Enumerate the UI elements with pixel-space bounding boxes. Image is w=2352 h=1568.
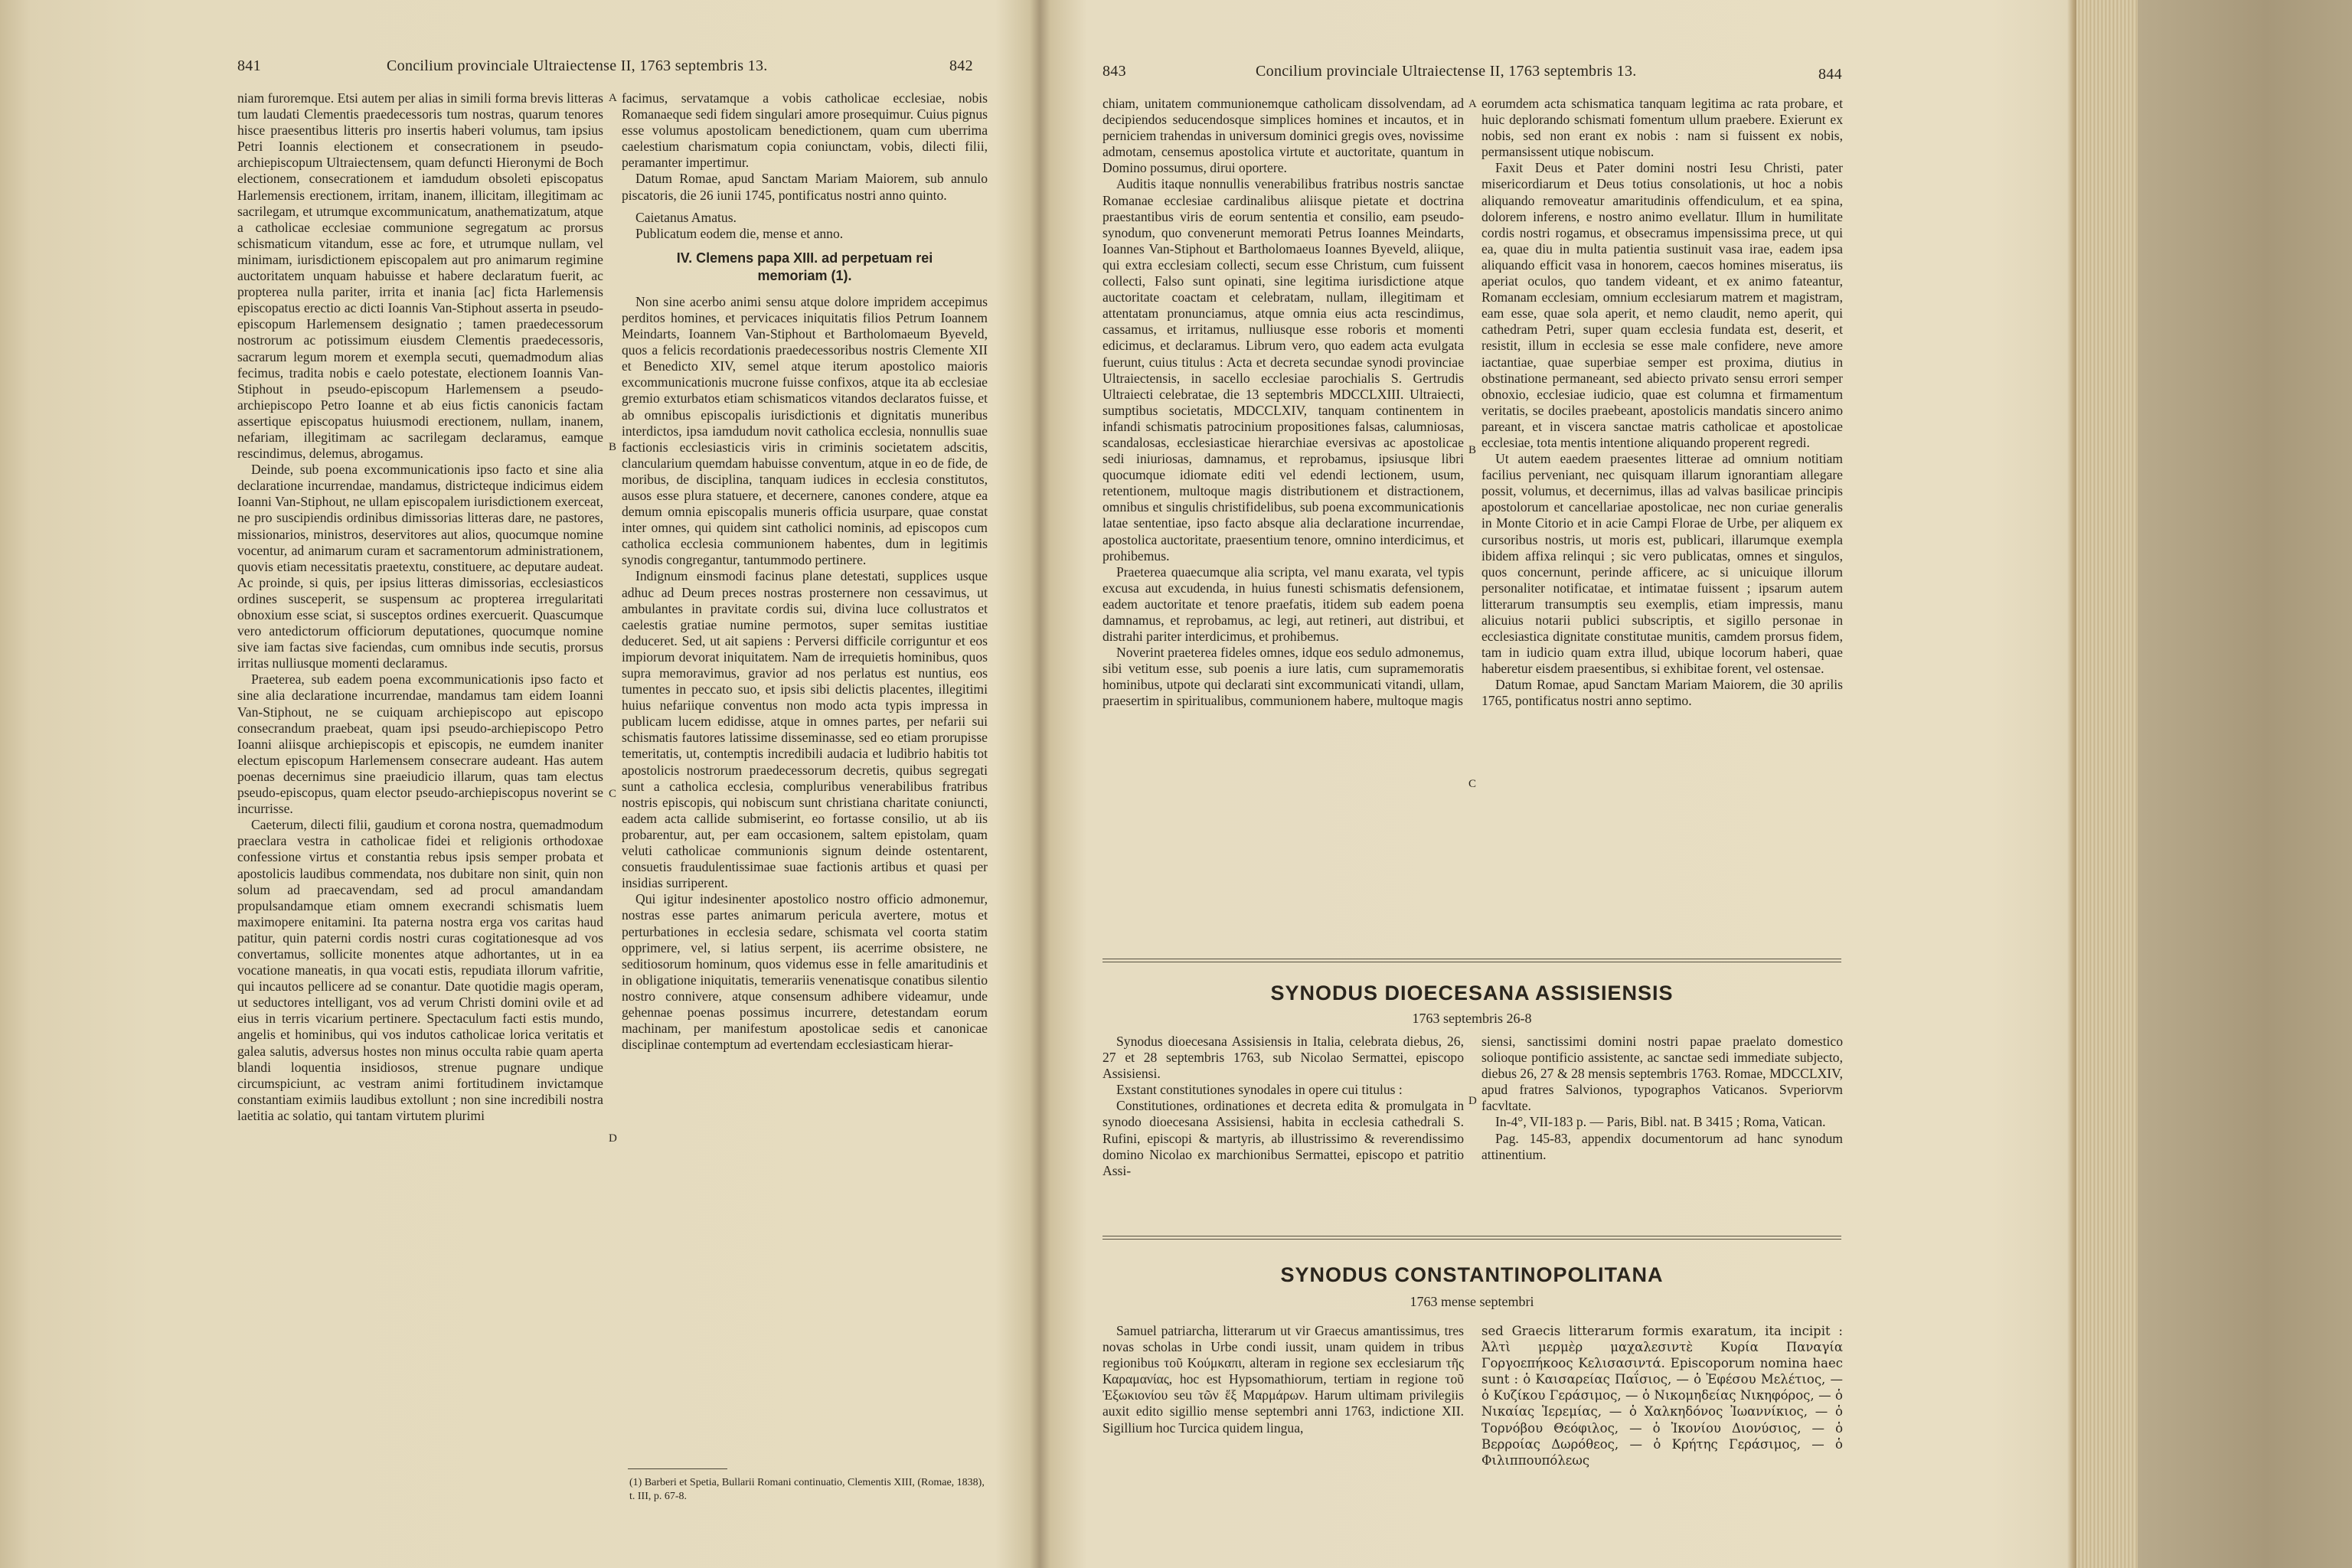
paragraph: Non sine acerbo animi sensu atque dolore impridem accepimus perditos homines, et pervicaces iniquitatis filios Petrum Ioannem Meindarts, Ioannem Van-Stiphout et Bartholomaeum Byeveld, quos a felicis recordationis praedecessoribus nostris Clemente XII et Benedicto XIV, semel atque iterum apostolico maioris excommunicationis mucrone fuisse confixos, atque ita ab ecclesiae gremio exturbatos etiam schismaticos vitandos declaratos fuisse, et ab omnibus episcopalis iurisdictionis et dignitatis muneribus interdictos, ipsa iamdudum novit catholica ecclesia, nonnullis suae factionis ecclesiasticis viris in criminis societatem adscitis, clancularium quemdam habuisse conventum, atque in eo de fide, de moribus, de disciplina, tanquam iudices in ecclesia constitutos, ausos esse plura statuere, et decernere, canones condere, atque ea demum omnia episcopalis muneris officia usurpare, quae constat inter omnes, qui quidem sint catholici nominis, ad episcopos cum catholica ecclesia communionem habentes, dum in legitimis synodis congregantur, tantummodo pertinere. — [622, 293, 988, 568]
margin-letter-d: D — [1468, 1095, 1477, 1107]
paragraph: Samuel patriarcha, litterarum ut vir Graecus amantissimus, tres novas scholas in Urbe condi iussit, unam quidem in tribus regionibus τοῦ Κούμκαπι, alteram in regione sex ecclesiarum τῆς Καραμανίας, hoc est Hypsomathiorum, tertiam in regione τοῦ Ἐξωκιονίου seu τῶν ἕξ Μαρμάρων. Harum ultimam privilegiis auxit edito sigillio mense septembri anni 1763, indictione XII. Sigillium hoc Turcica quidem lingua, — [1102, 1323, 1464, 1436]
margin-letter-a: A — [609, 92, 617, 104]
synod1-column-b — [1481, 1034, 1843, 1163]
section-title: IV. Clemens papa XIII. ad perpetuam rei memoriam (1). — [676, 250, 933, 283]
left-column-b — [622, 90, 988, 1053]
paragraph: facimus, servatamque a vobis catholicae ecclesiae, nobis Romanaeque sedi fidem singulari amore prosequimur. Cuius pignus esse volumus apostolicam benedictionem, quam cum uberrima caelestium charismatum copia coniunctam, vobis, dilecti filii, peramanter impertimur. — [622, 90, 988, 171]
running-head-left: Concilium provinciale Ultraiectense II, 1763 septembris 13. — [387, 57, 768, 74]
synod2-column-b — [1481, 1323, 1843, 1468]
paragraph: eorumdem acta schismatica tanquam legitima ac rata probare, et huic deplorando schismati fomentum ullum praebere. Exierunt ex nobis, sed non erant ex nobis : nam si fuissent ex nobis, permansissent utique nobiscum. — [1481, 96, 1843, 160]
folio-843: 843 — [1102, 63, 1126, 80]
margin-letter-b: B — [1468, 444, 1477, 456]
paragraph: chiam, unitatem communionemque catholicam dissolvendam, ad decipiendos seducendosque simplices homines et incautos, et in perniciem trahendas in universum dominici gregis oves, novissime admotam, censemus apostolica virtute et auctoritate, quantum in Domino possumus, dirui oportere. — [1102, 96, 1464, 176]
paragraph: Datum Romae, apud Sanctam Mariam Maiorem, sub annulo piscatoris, die 26 iunii 1745, pontificatus nostri anno quinto. — [622, 171, 988, 203]
synod1-column-a — [1102, 1034, 1464, 1179]
paragraph: Datum Romae, apud Sanctam Mariam Maiorem, die 30 aprilis 1765, pontificatus nostri anno septimo. — [1481, 677, 1843, 709]
paragraph: Exstant constitutiones synodales in opere cui titulus : — [1116, 1082, 1403, 1098]
paragraph: In-4°, VII-183 p. — Paris, Bibl. nat. B 3415 ; Roma, Vatican. — [1495, 1114, 1826, 1130]
footnote-rule — [628, 1468, 727, 1469]
paragraph: Ut autem eaedem praesentes litterae ad omnium notitiam facilius perveniant, nec quisquam illarum ignorantiam allegare possit, volumus, et decernimus, illas ad valvas basilicae principis apostolorum et cancellariae apostolicae, nec non curiae generalis in Monte Citorio et in acie Campi Florae de Urbe, per aliquem ex cursoribus nostris, ut moris est, publicari, illarumque exempla ibidem affixa relinqui ; sic vero publicatas, omnes et singulos, quos concernunt, perinde afficere, ac si unicuique illorum personaliter notificatae, et intimatae fuissent ; ipsarum autem litterarum transumptis seu exemplis, etiam impressis, manu alicuius notarii publici subscriptis, et sigillo personae in ecclesiastica dignitate constitutae munitis, camdem prorsus fidem, tam in iudicio quam extra illud, ubique locorum haberi, quae haberetur eisdem praesentibus, si exhibitae forent, vel ostensae. — [1481, 451, 1843, 677]
margin-letter-b: B — [609, 441, 617, 453]
margin-letter-a: A — [1468, 98, 1477, 110]
paragraph: Pag. 145-83, appendix documentorum ad hanc synodum attinentium. — [1481, 1130, 1843, 1162]
synod-assisiensis-date: 1763 septembris 26-8 — [1412, 1011, 1532, 1026]
margin-letter-c: C — [1468, 778, 1477, 790]
running-head-right: Concilium provinciale Ultraiectense II, 1763 septembris 13. — [1256, 63, 1637, 80]
right-column-b — [1481, 96, 1843, 710]
paragraph: Noverint praeterea fideles omnes, idque eos sedulo admonemus, sibi vetitum esse, sub poenis a iure latis, cum supramemoratis hominibus, utpote qui declarati sint excommunicati vitandi, ullam, praesertim in spiritualibus, communionem habere, multoque magis — [1102, 645, 1464, 709]
margin-letter-c: C — [609, 788, 617, 800]
synod-assisiensis-title: SYNODUS DIOECESANA ASSISIENSIS — [1270, 982, 1674, 1004]
section-divider — [1102, 1236, 1841, 1240]
paragraph: Synodus dioecesana Assisiensis in Italia, celebrata diebus, 26, 27 et 28 septembris 1763, sub Nicolao Sermattei, episcopo Assisiensi. — [1102, 1034, 1464, 1082]
paragraph: Indignum einsmodi facinus plane detestati, supplices usque adhuc ad Deum preces nostras prosternere non cessavimus, ut ambulantes in pravitate cordis sui, divina luce collustratos et caelestis gratiae numine permotos, super semitas iustitiae deduceret. Sed, ut ait sapiens : Perversi difficile corriguntur et eos impiorum devorat iniquitatem. Nam de irrequietis hominibus, quos supra memoravimus, gravior ad nos perlatus est nuntius, eos tumentes in peccato suo, et ipsis sibi delictis placentes, illegitimi huius nefariique conventus non modo acta typis impressa in publicam lucem edidisse, atque in omnes partes, per nefarii sui schismatis fautores latissime disseminasse, sed eo etiam prorupisse temeritatis, ut, contemptis incredibili audacia et ludibrio habitis tot apostolicis nostrorum praedecessorum decretis, quibus segregati sunt a catholica ecclesia, compluribus venerabilibus fratribus nostris episcopis, qui nobiscum sunt christiana charitate coniuncti, eadem acta callide submiserint, eo fortasse consilio, ut ab iis probarentur, aut, per eam occasionem, saltem epistolam, quam veluti catholicae communionis signum deinde ostentarent, consuetis fraudulentissimae suae factionis artibus et quasi per insidias surriperent. — [622, 568, 988, 891]
margin-letter-d: D — [609, 1132, 617, 1145]
folio-842: 842 — [949, 57, 973, 74]
synod-constantinopolitana-title: SYNODUS CONSTANTINOPOLITANA — [1280, 1263, 1664, 1286]
folio-844: 844 — [1818, 66, 1842, 83]
page-edges — [2076, 0, 2138, 1568]
left-column-a — [237, 90, 603, 1124]
paragraph: Caeterum, dilecti filii, gaudium et corona nostra, quemadmodum praeclara vestra in catholicae fidei et religionis orthodoxae confessione virtus et constantia rebus ipsis semper probata et apostolicis laudibus commendata, nos dubitare non sinit, quin non solum ad praecavendam, sed ad procul amandandam propulsandamque etiam omnem execrandi schismatis luem maximopere enitamini. Ita paterna nostra erga vos caritas haud patitur, quin paterni cordis nostri curas cogitationesque ad vos convertamus, sollicite monentes atque adhortantes, ut in ea vocatione maneatis, in qua vocati estis, repudiata illorum vafritie, qui incautos pellicere ad se conantur. Date quotidie magis operam, ut seductores intelligant, vos ad verum Christi domini ovile et ad eius in terris vicarium pertinere. Spectaculum facti estis mundo, angelis et hominibus, qui vos indutos catholicae lorica veritatis et galea salutis, adversus hostes non minus occulta rabie quam aperta blandi loquentia insidiosos, strenue pugnare undique circumspiciunt, ac vestram animi fortitudinem invictamque constantiam eximiis laudibus extollunt ; non sine incredibili nostra laetitia ac solatio, qui tantam virtutem plurimi — [237, 817, 603, 1123]
synod2-column-a — [1102, 1323, 1464, 1436]
background-surface — [2138, 0, 2352, 1568]
folio-841: 841 — [237, 57, 261, 74]
paragraph: Praeterea, sub eadem poena excommunicationis ipso facto et sine alia declaratione incurrendae, mandamus tam eidem Ioanni Van-Stiphout, ne se cuiquam archiepiscopo aut episcopo consecrandum praebeat, quam ipsi pseudo-archiepiscopo Petro Ioanni aliisque archiepiscopis et episcopis, ne eumdem inaniter electum episcopum Harlemensem consecrare audeant. Has autem poenas decernimus sine praeiudicio illarum, quas tam electus pseudo-episcopus, quam elector pseudo-archiepiscopus noverint se incurrisse. — [237, 671, 603, 817]
paragraph: siensi, sanctissimi domini nostri papae praelato domestico solioque pontificio assistente, ac sanctae sedi immediate subjecto, diebus 26, 27 & 28 mensis septembris 1763. Romae, MDCCLXIV, apud fratres Salvionos, typographos Vaticanos. Svperiorvm facvltate. — [1481, 1034, 1843, 1114]
publication-note: Publicatum eodem die, mense et anno. — [635, 225, 844, 241]
right-column-a — [1102, 96, 1464, 710]
synod-constantinopolitana-date: 1763 mense septembri — [1410, 1294, 1534, 1309]
paragraph: Faxit Deus et Pater domini nostri Iesu Christi, pater misericordiarum et Deus totius consolationis, ut hoc a nobis aliquando removeatur amaritudinis offendiculum, et ea spina, dolorem inferens, e nostro animo evellatur. Illum in humilitate cordis nostri rogamus, et obsecramus impensissima prece, ut qui ea, quae diu in multa patientia sustinuit vasa irae, eadem ipsa aliquando efficit vasa in honorem, caecos homines miseratus, iis aperiat oculos, quo tandem videant, et ex animo fateantur, Romanam ecclesiam, omnium ecclesiarum matrem et magistram, eam esse, quae sola aperit, et nemo claudit, nemo aperit, qui cathedram Petri, super quam ecclesia fundata est, deserit, et resistit, illum in ecclesia se esse male confidere, neve amore iactantiae, quae superbiae semper est proxima, diutius in obstinatione permaneant, sed abiecto privato sensu errori semper obnoxio, ecclesiae iudicio, quae est columna et firmamentum veritatis, se dociles praebeant, apostolicis mandatis sincero animo pareant, et in viscera sanctae matris catholicae et apostolicae ecclesiae, tota mentis intentione aliquando properent regredi. — [1481, 160, 1843, 450]
signature: Caietanus Amatus. — [635, 209, 737, 225]
footnote: (1) Barberi et Spetia, Bullarii Romani continuatio, Clementis XIII, (Romae, 1838), t. III, p. 67-8. — [629, 1477, 985, 1502]
paragraph: Qui igitur indesinenter apostolico nostro officio admonemur, nostras esse partes animarum pericula avertere, motus et perturbationes in ecclesia sedare, schismata vel coorta statim opprimere, vel, si latius serpent, iis acerrime obsistere, ne seditiosorum hominum, quos videmus esse in felle amaritudinis et in obligatione iniquitatis, temerariis venenatisque conatibus silentio nostro connivere, atque consensum adhibere videamur, unde gehennae poenas possimus incurrere, detestandam eorum machinam, per manifestum apostolicae sedis et canonicae disciplinae contemptum ad evertendam ecclesiasticam hierar- — [622, 891, 988, 1053]
paragraph: sed Graecis litterarum formis exaratum, ita incipit : Ἀλτὶ μερμὲρ μαχαλεσιντὲ Κυρία Παναγία Γοργοεπήκοος Κελισασιντά. Episcoporum nomina haec sunt : ὁ Καισαρείας Παΐσιος, — ὁ Ἐφέσου Μελέτιος, — ὁ Κυζίκου Γεράσιμος, — ὁ Νικομηδείας Νικηφόρος, — ὁ Νικαίας Ἱερεμίας, — ὁ Χαλκηδόνος Ἰωαννίκιος, — ὁ Τορνόβου Θεόφιλος, — ὁ Ἰκονίου Διονύσιος, — ὁ Βερροίας Δωρόθεος, — ὁ Κρήτης Γεράσιμος, — ὁ Φιλιππουπόλεως — [1481, 1324, 1843, 1468]
paragraph: Praeterea quaecumque alia scripta, vel manu exarata, vel typis excusa aut excudenda, in huius funesti schismatis defensionem, eadem auctoritate et tenore praefatis, itidem sub eadem poena damnamus, et reprobamus, ac legi, aut retineri, aut distribui, et distrahi pariter interdicimus, et prohibemus. — [1102, 564, 1464, 645]
paragraph: Constitutiones, ordinationes et decreta edita & promulgata in synodo dioecesana Assisiensi, habita in ecclesia cathedrali S. Rufini, episcopi & martyris, ab illustrissimo & reverendissimo domino Nicolao ex marchionibus Sermattei, episcopo et patritio Assi- — [1102, 1098, 1464, 1178]
paragraph: Deinde, sub poena excommunicationis ipso facto et sine alia declaratione incurrendae, mandamus, districteque indicimus eidem Ioanni Van-Stiphout, ne ullam episcopalem iurisdictionem exerceat, ne pro suscipiendis ordinibus dimissorias litteras dare, ne pastores, missionarios, ministros, deservitores aut alios, quocumque nomine vocentur, ad animarum curam et sacramentorum administrationem, quovis etiam necessitatis praetextu, constituere, ac deputare audeat. Ac proinde, si quis, per ipsius litteras dimissorias, ecclesiasticos ordines susceperit, se suspensum ac propterea irregularitati obnoxium esse sciat, si susceptos ordines exercuerit. Quascumque vero antedictorum officiorum deputationes, quocumque nomine sive iam factas sive faciendas, cum omnibus inde secutis, prorsus irritas nulliusque momenti declaramus. — [237, 462, 603, 671]
paragraph: niam furoremque. Etsi autem per alias in simili forma brevis litteras tum laudati Clementis praedecessoris tum nostras, quarum tenores hisce praesentibus litteris pro insertis haberi volumus, tam ipsius Petri Ioannis electionem et consecrationem in pseudo-archiepiscopum Ultraiectensem, quam defuncti Hieronymi de Boch electionem, consecrationem et iamdudum obsoleti episcopatus Harlemensis erectionem, irritam, inanem, illicitam, illegitimam ac sacrilegam, et utrumque excommunicatum, anathematizatum, atque a catholicae ecclesiae communione segregatum ac prorsus schismaticum vitandum, esse ac fore, et utrumque nullam, vel minimam, iurisdictionem episcopalem aut pro animarum regimine auctoritatem unquam habuisse et habere declaratum fuerit, ac propterea nulla pariter, irrita et inania [ac] ficta Harlemensis episcopatus erectio ac dicti Ioannis Van-Stiphout asserta in pseudo-episcopum Harlemensem designatio ; tamen praedecessorum nostrorum ac potissimum eiusdem Clementis praedecessoris, sacrarum legum morem et exempla secuti, quemadmodum alias fecimus, tradita nobis e caelo potestate, electionem Ioannis Van-Stiphout in pseudo-episcopum Harlemensem a pseudo-archiepiscopo Petro Ioanne et ab eius fictis canonicis factam assertique episcopatus huiusmodi erectionem, nullam, inanem, nefariam, illegitimam ac sacrilegam declaramus, eamque rescindimus, delemus, abrogamus. — [237, 90, 603, 462]
paragraph: Auditis itaque nonnullis venerabilibus fratribus nostris sanctae Romanae ecclesiae cardinalibus aliisque pietate et doctrina praestantibus viris de eorum sententia et consilio, eam pseudo-synodum, quo convenerunt memorati Petrus Ioannes Meindarts, Ioannes Van-Stiphout et Bartholomaeus Ioannes Byeveld, aliique, qui extra ecclesiam collecti, secum esse Christum, cum fuissent collecti, Falso sunt opinati, sine legitima iurisdictione atque auctoritate coactam et celebratam, nullam, illegitimam et attentatam pronunciamus, atque omnia eius acta rescindimus, cassamus, et irritamus, nulliusque esse roboris et momenti edicimus, et declaramus. Librum vero, quo eadem acta evulgata fuerunt, cuius titulus : Acta et decreta secundae synodi provinciae Ultraiectensis, in sacello ecclesiae parochialis S. Gertrudis Ultraiecti celebratae, die 13 septembris MDCCLXIII. Ultraiecti, sumptibus societatis, MDCCLXIV, tanquam continentem in infandi schismatis patrocinium propositiones falsas, calumniosas, scandalosas, ecclesiasticae hierarchiae eversivas ac apostolicae sedi iniuriosas, damnamus, et reprobamus, ipsiusque libri quocumque idiomate editi vel edendi lectionem, usum, retentionem, multoque magis distributionem et distractionem, omnibus et singulis christifidelibus, sub poena excommunicationis latae sententiae, ipso facto absque alia declaratione incurrendae, apostolica auctoritate, praesentium tenore, omnino interdicimus, et prohibemus. — [1102, 176, 1464, 564]
section-divider — [1102, 959, 1841, 962]
